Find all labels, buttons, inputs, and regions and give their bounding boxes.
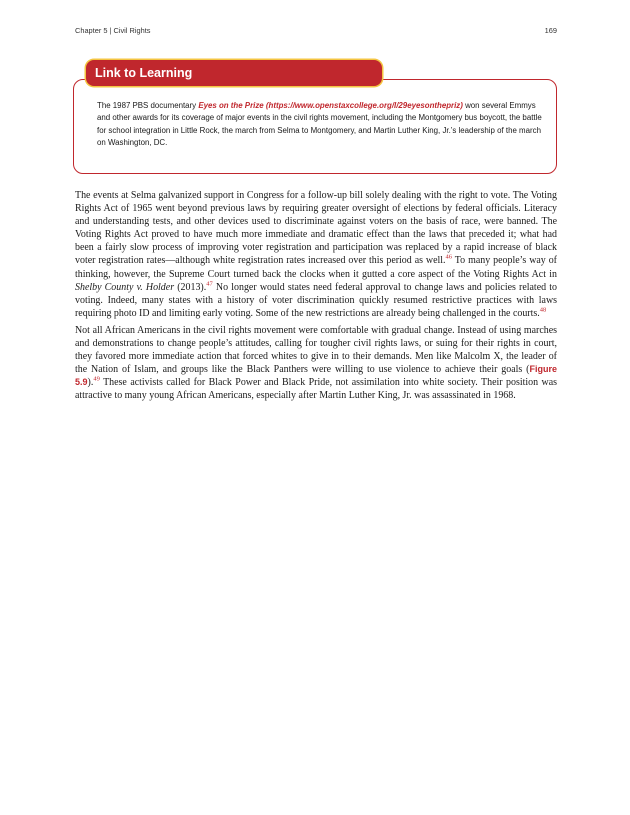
feature-text-pre: The 1987 PBS documentary: [97, 101, 199, 110]
paragraph-black-power: [75, 324, 557, 403]
main-text: [75, 189, 557, 407]
documentary-title: Eyes on the Prize: [198, 101, 264, 110]
footnote-48[interactable]: 48: [539, 306, 547, 314]
p1-text-d: No longer would states need federal approval to change laws and policies related to voting. Indeed, many states with a history of voter discrimination quickly resumed restrictive practices with laws requiring photo ID and limiting early voting. Some of the new restrictions are already being challenged in the courts.: [75, 281, 557, 319]
figure-reference[interactable]: Figure 5.9: [75, 364, 557, 388]
paragraph-voting-rights: [75, 189, 557, 320]
p2-text-a: Not all African Americans in the civil rights movement were comfortable with gradual change. Instead of using marches and demonstrations to change people’s attitudes, calling for tougher civil rights laws, or suing for their rights in court, they favored more immediate action that forced whites to give in to their demands. Men like Malcolm X, the leader of the Nation of Islam, and groups like the Black Panthers were willing to use violence to achieve their goals (: [75, 324, 557, 376]
link-to-learning-text: [97, 100, 549, 150]
chapter-label: Chapter 5 | Civil Rights: [75, 26, 151, 35]
feature-text-post: won several Emmys and other awards for its coverage of major events in the civil rights movement, including the Montgomery bus boycott, the battle for school integration in Little Rock, the march from Selma to Montgomery, and Martin Luther King, Jr.’s leadership of the march on Washington, DC.: [97, 101, 542, 148]
footnote-46[interactable]: 46: [445, 254, 453, 262]
p1-text-b: To many people’s way of thinking, however, the Supreme Court turned back the clocks when it gutted a core aspect of the Voting Rights Act in: [75, 255, 557, 280]
documentary-link[interactable]: (https://www.openstaxcollege.org/l/29eyesonthepriz): [265, 101, 463, 110]
p2-text-c: These activists called for Black Power and Black Pride, not assimilation into white society. Their position was attractive to many young African Americans, especially after Martin Luther King, Jr. was assassinated in 1968.: [75, 377, 557, 402]
footnote-47[interactable]: 47: [206, 280, 213, 288]
footnote-49[interactable]: 49: [93, 376, 100, 383]
page-number: 169: [544, 26, 557, 35]
link-to-learning-title: Link to Learning: [86, 60, 382, 86]
p1-text-a: The events at Selma galvanized support in Congress for a follow-up bill solely dealing with the right to vote. The Voting Rights Act of 1965 went beyond previous laws by requiring greater oversight of elections by federal officials. Literacy and understanding tests, and other devices used to discriminate against voters on the basis of race, were banned. The Voting Rights Act proved to have much more immediate and dramatic effect than the laws that preceded it; what had been a fairly slow process of improving voter registration and participation was replaced by a rapid increase of black voter registration rates—although white registration rates increased over this period as well.: [75, 190, 557, 267]
p2-text-b: ).: [87, 377, 94, 389]
p1-text-c: (2013).: [174, 281, 207, 293]
running-header: [75, 26, 557, 38]
case-name: Shelby County v. Holder: [75, 281, 175, 293]
